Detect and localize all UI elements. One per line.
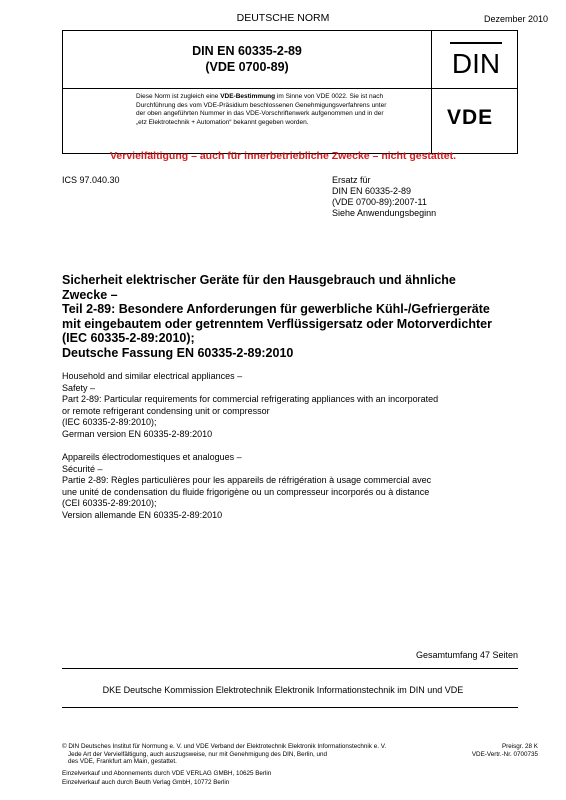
copyright-notice — [62, 743, 442, 766]
title-de-line: Sicherheit elektrischer Geräte für den Hausgebrauch und ähnliche — [62, 273, 456, 287]
divider-bottom — [62, 707, 518, 708]
replacement-line: Ersatz für — [332, 175, 371, 185]
din-number: DIN EN 60335-2-89 — [192, 44, 302, 58]
top-bar — [0, 10, 566, 30]
vde-note-line: „etz Elektrotechnik + Automation“ bekannt gegeben worden. — [136, 118, 309, 126]
norm-type: DEUTSCHE NORM — [236, 12, 330, 24]
replacement-info — [332, 175, 436, 219]
ics-code: ICS 97.040.30 — [62, 175, 120, 185]
issue-date: Dezember 2010 — [483, 14, 548, 24]
din-logo-text: DIN — [451, 48, 501, 79]
title-fr-line: Appareils électrodomestiques et analogues – — [62, 452, 242, 462]
copyright-line: Jede Art der Vervielfältigung, auch auszugsweise, nur mit Genehmigung des DIN, Berlin, und — [68, 750, 328, 758]
title-german — [62, 273, 522, 360]
title-de-line: Zwecke – — [62, 287, 118, 302]
title-en-line: Safety – — [62, 382, 96, 393]
replacement-line: Siehe Anwendungsbeginn — [332, 208, 437, 218]
divider-top — [62, 668, 518, 669]
title-en-line: Part 2-89: Particular requirements for commercial refrigerating appliances with an incorporated — [62, 394, 439, 405]
header-divider-vertical — [431, 31, 432, 153]
header-divider-horizontal — [63, 88, 517, 89]
document-number — [63, 43, 431, 75]
replacement-line: DIN EN 60335-2-89 — [332, 186, 412, 196]
title-fr-line: Sécurité – — [62, 463, 103, 474]
title-english — [62, 371, 522, 441]
title-french — [62, 452, 522, 522]
price-group: Preisgr. 28 K — [501, 743, 538, 750]
price-info — [472, 743, 538, 758]
vde-note-bold: VDE-Bestimmung — [220, 93, 276, 100]
title-en-line: German version EN 60335-2-89:2010 — [62, 428, 213, 439]
title-de-line: mit eingebautem oder getrenntem Verflüssigersatz oder Motorverdichter — [62, 316, 492, 331]
title-en-line: Household and similar electrical appliances – — [62, 371, 243, 381]
vde-note-part1: Diese Norm ist zugleich eine — [136, 93, 221, 100]
title-fr-line: une unité de condensation du fluide frigorigène ou un compresseur incorporés ou à distance — [62, 486, 430, 497]
title-fr-line: Partie 2-89: Règles particulières pour les appareils de réfrigération à usage commercial avec — [62, 475, 432, 486]
title-de-line: Teil 2-89: Besondere Anforderungen für gewerbliche Kühl-/Gefriergeräte — [62, 302, 490, 316]
vde-note-part2: im Sinne von VDE 0022. Sie ist nach — [275, 93, 384, 100]
title-fr-line: Version allemande EN 60335-2-89:2010 — [62, 509, 223, 520]
title-de-line: (IEC 60335-2-89:2010); — [62, 331, 195, 345]
distribution-info — [62, 769, 271, 787]
vde-note-line: Durchführung des vom VDE-Präsidium beschlossenen Genehmigungsverfahrens unter — [136, 101, 387, 109]
din-logo — [448, 39, 504, 79]
copy-warning: Vervielfältigung – auch für innerbetriebliche Zwecke – nicht gestattet. — [109, 150, 456, 162]
copyright-line: des VDE, Frankfurt am Main, gestattet. — [68, 758, 177, 766]
dke-line: DKE Deutsche Kommission Elektrotechnik Elektronik Informationstechnik im DIN und VDE — [102, 685, 464, 695]
vde-note-line: der oben angeführten Nummer in das VDE-Vorschriftenwerk aufgenommen und in der — [136, 110, 384, 118]
vde-note — [136, 93, 426, 127]
title-en-line: or remote refrigerant condensing unit or compressor — [62, 405, 270, 416]
header-box — [62, 30, 518, 154]
total-pages: Gesamtumfang 47 Seiten — [415, 650, 518, 660]
title-fr-line: (CEI 60335-2-89:2010); — [62, 498, 157, 509]
replacement-line: (VDE 0700-89):2007-11 — [332, 197, 427, 207]
title-en-line: (IEC 60335-2-89:2010); — [62, 417, 157, 428]
copyright-line: © DIN Deutsches Institut für Normung e. V. und VDE Verband der Elektrotechnik Elektronik Informationstechnik e. V. — [62, 743, 387, 750]
title-de-line: Deutsche Fassung EN 60335-2-89:2010 — [62, 345, 294, 360]
distribution-line: Einzelverkauf auch durch Beuth Verlag GmbH, 10772 Berlin — [62, 779, 230, 786]
order-number: VDE-Vertr.-Nr. 0700735 — [471, 750, 538, 758]
vde-logo: VDE — [447, 106, 494, 129]
distribution-line: Einzelverkauf und Abonnements durch VDE VERLAG GMBH, 10625 Berlin — [62, 770, 272, 777]
vde-number: (VDE 0700-89) — [205, 60, 289, 74]
